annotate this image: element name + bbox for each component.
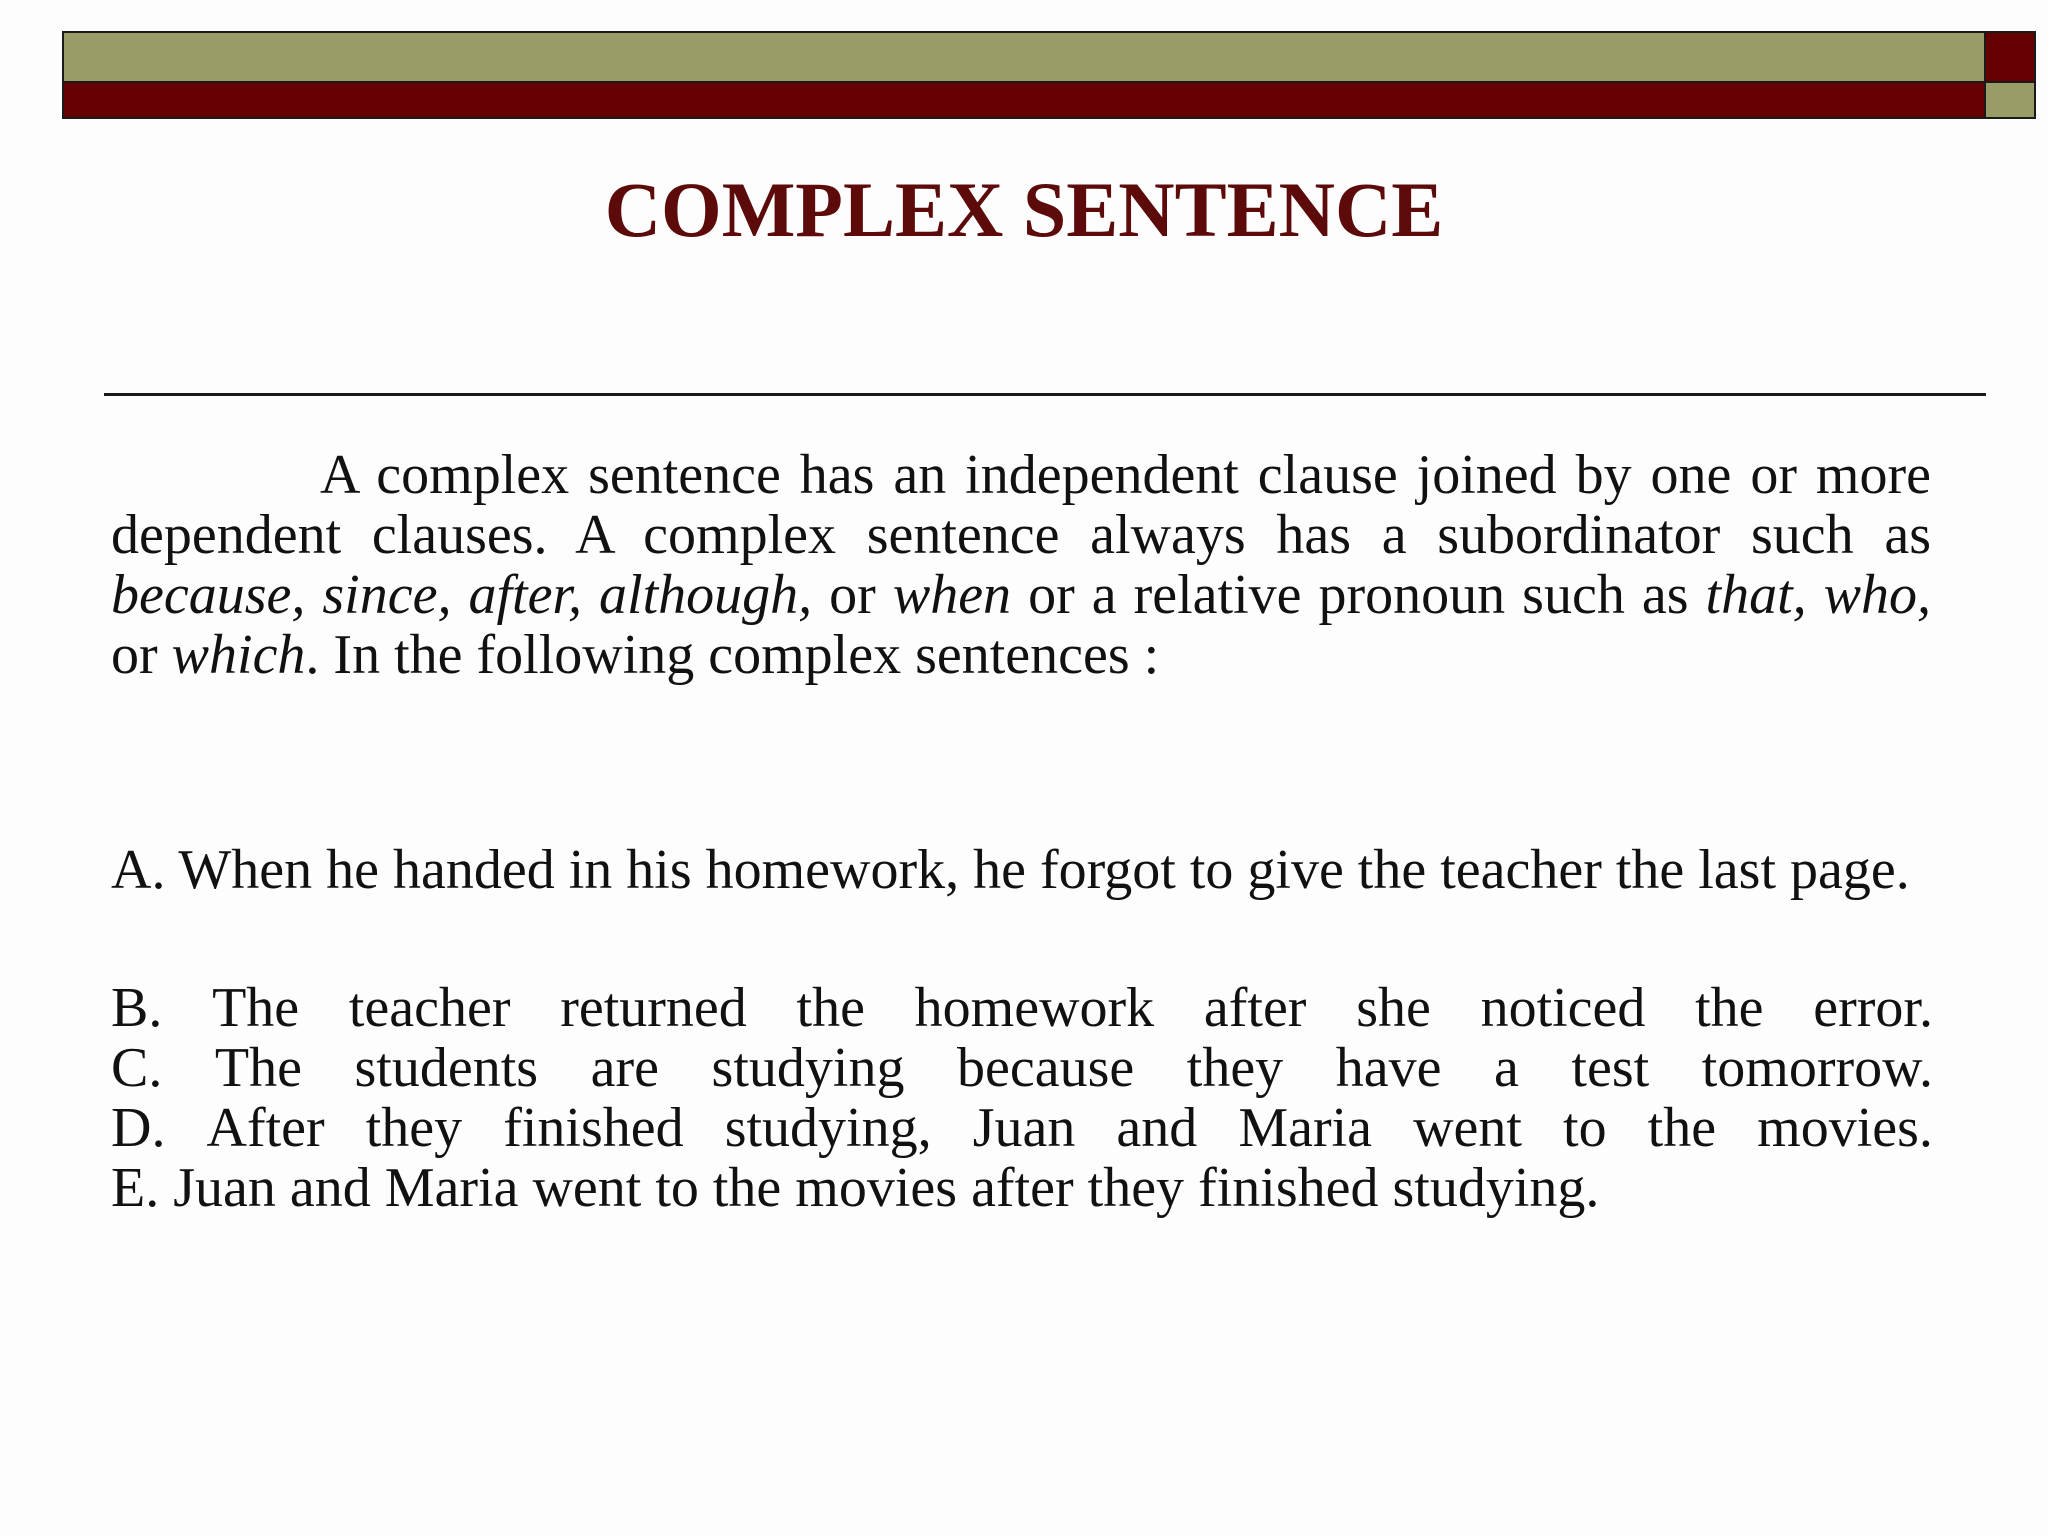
example-d [111, 1098, 1933, 1158]
example-word: and [289, 1157, 371, 1219]
example-word: D. [111, 1097, 166, 1159]
example-word: finished [1198, 1157, 1379, 1219]
intro-paragraph [111, 445, 1931, 685]
example-word: movies [795, 1157, 958, 1219]
example-word: The [214, 1037, 302, 1099]
intro-which: which [171, 624, 306, 686]
example-word: Maria [1238, 1097, 1373, 1159]
intro-text-5: . In the following complex sentences : [305, 624, 1160, 686]
example-word: error. [1813, 977, 1933, 1039]
example-b [111, 978, 1933, 1038]
example-word: teacher [348, 977, 511, 1039]
example-word: finished [503, 1097, 684, 1159]
intro-when: when [892, 564, 1012, 626]
title-divider [104, 393, 1986, 396]
example-word: went [1413, 1097, 1522, 1159]
intro-text-3: or a relative pronoun such as [1011, 564, 1706, 626]
intro-text-4: or [111, 624, 172, 686]
example-word: and [1116, 1097, 1198, 1159]
example-word: are [590, 1037, 659, 1099]
intro-pronouns: that, who, [1705, 564, 1931, 626]
example-word: After [206, 1097, 325, 1159]
example-word: E. [111, 1157, 160, 1219]
example-word: they [1186, 1037, 1284, 1099]
header-maroon-bar [62, 83, 1986, 119]
example-word: to [655, 1157, 699, 1219]
example-word: they [365, 1097, 463, 1159]
example-c [111, 1038, 1933, 1098]
example-word: the [712, 1157, 782, 1219]
example-word: have [1335, 1037, 1442, 1099]
example-word: a [1494, 1037, 1519, 1099]
example-word: the [1695, 977, 1764, 1039]
example-word: Maria [384, 1157, 519, 1219]
example-word: after [971, 1157, 1074, 1219]
example-word: went [532, 1157, 642, 1219]
example-e [111, 1158, 1933, 1218]
example-word: to [1563, 1097, 1607, 1159]
header-olive-square [1986, 83, 2036, 119]
slide-title: COMPLEX SENTENCE [604, 166, 1444, 253]
example-word: tomorrow. [1701, 1037, 1933, 1099]
example-list [111, 978, 1933, 1218]
example-word: B. [111, 977, 163, 1039]
example-word: students [354, 1037, 539, 1099]
header-olive-bar [62, 31, 1986, 83]
example-word: studying. [1392, 1157, 1600, 1219]
example-word: she [1356, 977, 1431, 1039]
example-word: noticed [1480, 977, 1646, 1039]
example-word: test [1571, 1037, 1650, 1099]
intro-text-2: or [812, 564, 893, 626]
example-word: studying [711, 1037, 905, 1099]
example-word: The [212, 977, 300, 1039]
example-a: A. When he handed in his homework, he forgot to give the teacher the last page. [111, 839, 1910, 901]
example-word: the [1647, 1097, 1717, 1159]
example-word: the [796, 977, 865, 1039]
example-word: after [1203, 977, 1307, 1039]
intro-subordinators: because, since, after, although, [111, 564, 813, 626]
header-maroon-square [1986, 31, 2036, 83]
example-word: C. [111, 1037, 163, 1099]
header-decoration [62, 31, 2036, 119]
example-word: returned [560, 977, 747, 1039]
example-word: they [1087, 1157, 1185, 1219]
example-word: Juan [972, 1097, 1076, 1159]
example-word: Juan [173, 1157, 276, 1219]
example-word: movies. [1757, 1097, 1933, 1159]
intro-text-1: A complex sentence has an independent clause joined by one or more dependent clauses. A complex sentence always has a subordinator such as [111, 444, 1931, 566]
example-word: because [957, 1037, 1135, 1099]
example-word: homework [914, 977, 1155, 1039]
example-word: studying, [724, 1097, 932, 1159]
